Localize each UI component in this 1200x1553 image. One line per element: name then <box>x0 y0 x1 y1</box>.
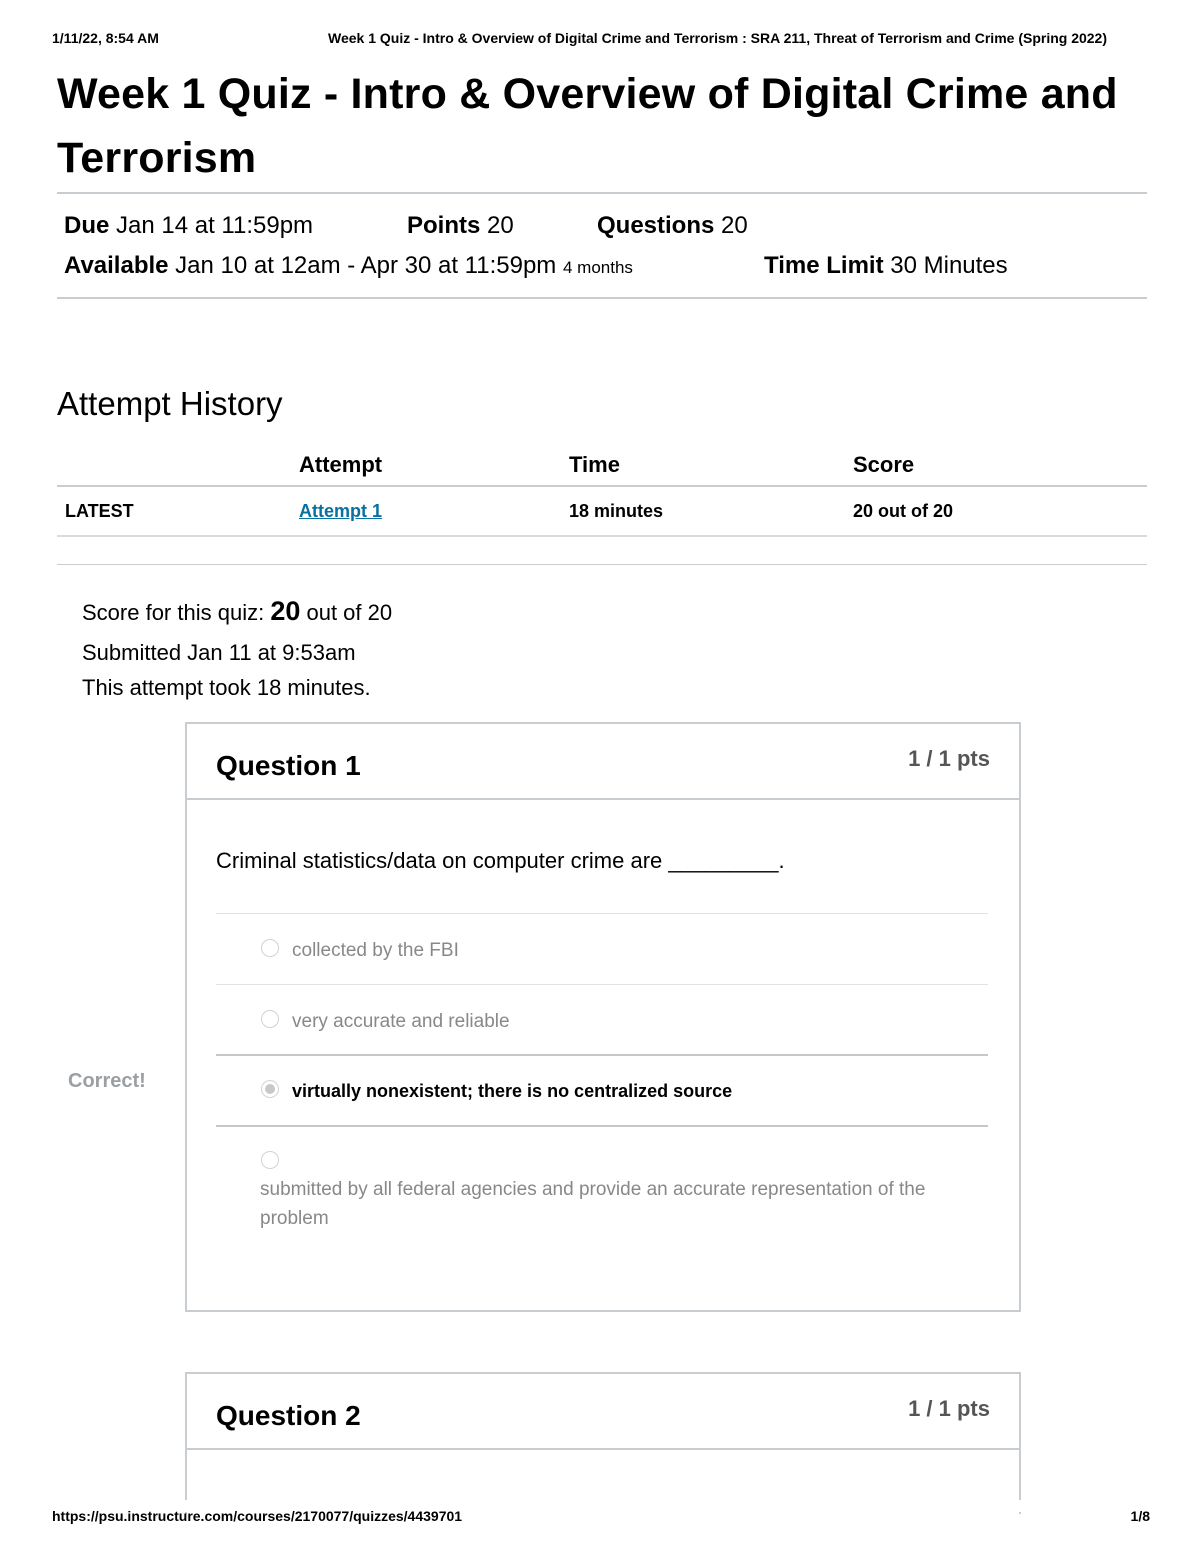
question-header <box>187 724 1019 800</box>
submitted-time: Submitted Jan 11 at 9:53am <box>82 640 356 665</box>
available-value: Jan 10 at 12am - Apr 30 at 11:59pm <box>175 252 557 279</box>
print-date: 1/11/22, 8:54 AM <box>52 30 159 46</box>
points <box>407 212 514 240</box>
due-label: Due <box>64 212 110 239</box>
time-limit-value: 30 Minutes <box>890 252 1008 279</box>
availability <box>64 252 633 280</box>
questions-label: Questions <box>597 212 715 239</box>
answer-text: submitted by all federal agencies and provide an accurate representation of the problem <box>260 1179 926 1229</box>
column-header <box>57 445 291 486</box>
question-title: Question 1 <box>216 750 361 781</box>
score-value: 20 <box>270 596 301 626</box>
attempt-history-table <box>57 445 1147 537</box>
attempt-duration: This attempt took 18 minutes. <box>82 675 371 700</box>
time-limit <box>764 252 1008 280</box>
available-label: Available <box>64 252 169 279</box>
questions-value: 20 <box>721 212 748 239</box>
table-header-row <box>57 445 1147 486</box>
correct-answer-label: Correct! <box>68 1070 146 1092</box>
divider <box>57 564 1147 565</box>
attempt-status: LATEST <box>57 486 291 536</box>
due-date <box>64 212 313 240</box>
quiz-score <box>82 596 392 627</box>
question-card <box>185 722 1021 1312</box>
divider <box>57 192 1147 194</box>
attempt-score: 20 out of 20 <box>845 486 1147 536</box>
score-prefix: Score for this quiz: <box>82 600 265 625</box>
answer-radio-selected[interactable] <box>261 1080 279 1098</box>
available-duration: 4 months <box>562 258 633 277</box>
answer-radio[interactable] <box>261 1010 279 1028</box>
answer-radio[interactable] <box>261 939 279 957</box>
column-header-score: Score <box>845 445 1147 486</box>
attempt-link[interactable]: Attempt 1 <box>299 500 383 521</box>
column-header-time: Time <box>561 445 845 486</box>
answer-divider <box>216 1125 988 1127</box>
points-value: 20 <box>487 212 514 239</box>
answer-divider <box>216 984 988 985</box>
column-header-attempt: Attempt <box>291 445 561 486</box>
answer-text-correct: virtually nonexistent; there is no centralized source <box>292 1081 733 1101</box>
print-header <box>50 30 1150 50</box>
question-header <box>187 1374 1019 1450</box>
print-url: https://psu.instructure.com/courses/2170077/quizzes/4439701 <box>52 1508 463 1524</box>
page-title: Week 1 Quiz - Intro & Overview of Digital Crime and Terrorism <box>57 70 1118 182</box>
attempt-history-heading: Attempt History <box>57 385 283 422</box>
question-text: Criminal statistics/data on computer crime are _________. <box>216 848 785 873</box>
question-points: 1 / 1 pts <box>908 746 990 771</box>
divider <box>57 297 1147 299</box>
score-suffix: out of 20 <box>306 600 393 625</box>
attempt-time: 18 minutes <box>561 486 845 536</box>
print-document-title: Week 1 Quiz - Intro & Overview of Digital Crime and Terrorism : SRA 211, Threat of Terrorism and Crime (Spring 2022) <box>328 30 1108 46</box>
answer-text: very accurate and reliable <box>292 1011 510 1032</box>
answer-radio[interactable] <box>261 1151 279 1169</box>
table-row <box>57 486 1147 536</box>
time-limit-label: Time Limit <box>764 252 884 279</box>
due-value: Jan 14 at 11:59pm <box>116 212 314 239</box>
answer-text: collected by the FBI <box>292 940 459 961</box>
attempt-cell <box>291 486 561 536</box>
question-card <box>185 1372 1021 1514</box>
question-title: Question 2 <box>216 1400 361 1431</box>
answer-divider <box>216 913 988 914</box>
question-points: 1 / 1 pts <box>908 1396 990 1421</box>
points-label: Points <box>407 212 481 239</box>
questions-count <box>597 212 748 240</box>
print-page-number: 1/8 <box>1130 1508 1150 1524</box>
answer-divider <box>216 1054 988 1056</box>
